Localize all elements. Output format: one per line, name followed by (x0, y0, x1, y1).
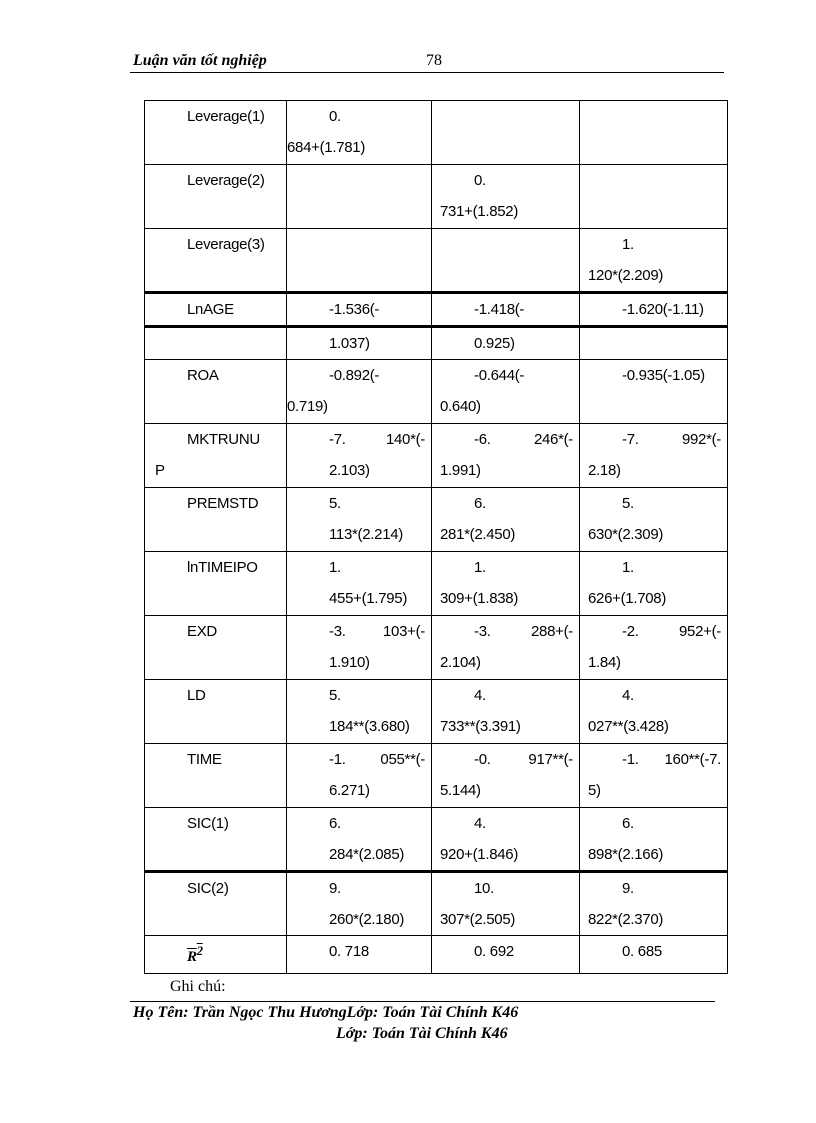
coef-line: 733**(3.391) (440, 718, 521, 735)
coef-cell (580, 744, 728, 808)
coef-line: 5) (588, 782, 601, 799)
regression-table (144, 100, 728, 974)
coef-line: -0.644(- (474, 367, 525, 384)
coef-cell (287, 488, 432, 552)
table-row (145, 552, 728, 616)
row-label-cell (145, 101, 287, 165)
coef-line: 898*(2.166) (588, 846, 664, 863)
coef-line: -1.418(- (474, 301, 525, 318)
coef-line: 1. (329, 559, 341, 576)
coef-cell (432, 552, 580, 616)
coef-line: 027**(3.428) (588, 718, 669, 735)
coef-line: 822*(2.370) (588, 911, 664, 928)
coef-line: 0.640) (440, 398, 481, 415)
coef-line: -0.892(- (329, 367, 380, 384)
coef-cell (287, 327, 432, 360)
coef-line: 684+(1.781) (287, 139, 366, 156)
row-label: Leverage(1) (187, 108, 265, 125)
table-row (145, 616, 728, 680)
row-label-cell (145, 808, 287, 872)
row-label: MKTRUNU (187, 431, 260, 448)
coef-cell (432, 101, 580, 165)
row-label: Leverage(2) (187, 172, 265, 189)
coef-cell (432, 616, 580, 680)
coef-line: -1. 160**(-7. (622, 751, 721, 768)
table-row (145, 360, 728, 424)
coef-line: 1.84) (588, 654, 621, 671)
coef-line: 455+(1.795) (329, 590, 408, 607)
coef-line: 2.18) (588, 462, 621, 479)
coef-line: 184**(3.680) (329, 718, 410, 735)
footer-author-line: Họ Tên: Trần Ngọc Thu HươngLớp: Toán Tài Chính K46 (133, 1004, 519, 1021)
coef-line: 6. (329, 815, 341, 832)
coef-line: -6. 246*(- (474, 431, 573, 448)
coef-cell (432, 936, 580, 974)
coef-line: 309+(1.838) (440, 590, 519, 607)
coef-cell (432, 293, 580, 327)
coef-line: -2. 952+(- (622, 623, 721, 640)
coef-line: 4. (474, 687, 486, 704)
row-label: Leverage(3) (187, 236, 265, 253)
coef-cell (432, 872, 580, 936)
coef-line: 0. (329, 108, 341, 125)
row-label-cell (145, 616, 287, 680)
coef-cell (432, 165, 580, 229)
coef-cell (287, 936, 432, 974)
coef-cell (432, 327, 580, 360)
coef-line: 113*(2.214) (329, 526, 403, 543)
row-label-cell (145, 488, 287, 552)
coef-line: 10. (474, 880, 494, 897)
row-label: PREMSTD (187, 495, 259, 512)
coef-line: 284*(2.085) (329, 846, 405, 863)
table-row (145, 424, 728, 488)
table-row (145, 293, 728, 327)
coef-cell (580, 552, 728, 616)
row-label-cell (145, 293, 287, 327)
coef-cell (432, 488, 580, 552)
coef-line: 9. (329, 880, 341, 897)
coef-cell (580, 808, 728, 872)
table-row (145, 744, 728, 808)
coef-cell (287, 872, 432, 936)
coef-line: 1.991) (440, 462, 481, 479)
row-label-continued: P (155, 462, 165, 479)
coef-line: 626+(1.708) (588, 590, 667, 607)
row-label: LnAGE (187, 301, 234, 318)
row-label-cell (145, 936, 287, 974)
coef-line: 1. (622, 559, 634, 576)
coef-cell (432, 229, 580, 293)
table-row (145, 808, 728, 872)
coef-line: -3. 288+(- (474, 623, 573, 640)
row-label: TIME (187, 751, 222, 768)
row-label: SIC(2) (187, 880, 229, 897)
coef-line: 5. (329, 495, 341, 512)
coef-line: 281*(2.450) (440, 526, 516, 543)
coef-cell (287, 101, 432, 165)
coef-line: 5.144) (440, 782, 481, 799)
coef-cell (580, 101, 728, 165)
coef-cell (432, 808, 580, 872)
row-label-cell (145, 424, 287, 488)
notes-label: Ghi chú: (170, 978, 226, 995)
coef-line: 0.925) (474, 335, 515, 352)
coef-line: 4. (622, 687, 634, 704)
coef-cell (432, 360, 580, 424)
table-row (145, 488, 728, 552)
coef-line: 2.103) (329, 462, 370, 479)
coef-cell (287, 552, 432, 616)
row-label: ROA (187, 367, 219, 384)
row-label: lnTIMEIPO (187, 559, 258, 576)
coef-line: 0. 692 (474, 943, 514, 960)
coef-cell (287, 616, 432, 680)
row-label-cell (145, 552, 287, 616)
row-label-cell (145, 327, 287, 360)
coef-cell (287, 808, 432, 872)
row-label-cell (145, 229, 287, 293)
coef-cell (287, 229, 432, 293)
coef-line: -7. 140*(- (329, 431, 425, 448)
coef-cell (580, 424, 728, 488)
coef-line: 0. 685 (622, 943, 662, 960)
row-label-cell (145, 360, 287, 424)
coef-line: 5. (329, 687, 341, 704)
coef-line: 5. (622, 495, 634, 512)
coef-cell (432, 424, 580, 488)
coef-line: 1.037) (329, 335, 370, 352)
coef-line: 1. (622, 236, 634, 253)
coef-line: -7. 992*(- (622, 431, 721, 448)
coef-line: 630*(2.309) (588, 526, 664, 543)
coef-cell (580, 680, 728, 744)
row-label-cell (145, 680, 287, 744)
footer-class-line: Lớp: Toán Tài Chính K46 (336, 1025, 508, 1042)
adjusted-r2-symbol: $R^2$ (187, 944, 203, 965)
header-title: Luận văn tốt nghiệp (133, 52, 267, 69)
coef-line: -1.536(- (329, 301, 380, 318)
table-row (145, 872, 728, 936)
coef-cell (580, 229, 728, 293)
coef-cell (580, 488, 728, 552)
row-label: SIC(1) (187, 815, 229, 832)
coef-line: 260*(2.180) (329, 911, 405, 928)
coef-cell (580, 360, 728, 424)
coef-line: 6. (622, 815, 634, 832)
footer-rule (130, 1001, 715, 1002)
coef-line: 0. (474, 172, 486, 189)
row-label: LD (187, 687, 206, 704)
coef-cell (287, 424, 432, 488)
page-number: 78 (426, 52, 442, 69)
row-label-cell (145, 165, 287, 229)
coef-cell (287, 165, 432, 229)
table-row (145, 101, 728, 165)
coef-cell (287, 680, 432, 744)
coef-line: 120*(2.209) (588, 267, 664, 284)
coef-cell (580, 293, 728, 327)
row-label: EXD (187, 623, 217, 640)
coef-cell (287, 360, 432, 424)
table-row (145, 936, 728, 974)
coef-line: -0. 917**(- (474, 751, 573, 768)
coef-cell (580, 872, 728, 936)
table-row (145, 680, 728, 744)
coef-line: 1.910) (329, 654, 370, 671)
coef-cell (580, 165, 728, 229)
coef-line: 4. (474, 815, 486, 832)
row-label-cell (145, 872, 287, 936)
coef-line: -1.620(-1.11) (622, 301, 704, 318)
coef-line: -0.935(-1.05) (622, 367, 705, 384)
coef-line: 6.271) (329, 782, 370, 799)
coef-line: 920+(1.846) (440, 846, 519, 863)
coef-line: 9. (622, 880, 634, 897)
table-row (145, 229, 728, 293)
coef-line: 307*(2.505) (440, 911, 516, 928)
coef-cell (580, 616, 728, 680)
table-row (145, 327, 728, 360)
coef-cell (580, 327, 728, 360)
coef-cell (432, 680, 580, 744)
header-rule (130, 72, 724, 73)
coef-line: 6. (474, 495, 486, 512)
coef-cell (287, 293, 432, 327)
coef-cell (432, 744, 580, 808)
coef-line: 0.719) (287, 398, 328, 415)
coef-line: 731+(1.852) (440, 203, 519, 220)
table-row (145, 165, 728, 229)
row-label-cell (145, 744, 287, 808)
coef-line: 0. 718 (329, 943, 369, 960)
coef-line: -1. 055**(- (329, 751, 425, 768)
coef-line: 2.104) (440, 654, 481, 671)
coef-cell (287, 744, 432, 808)
coef-cell (580, 936, 728, 974)
coef-line: -3. 103+(- (329, 623, 425, 640)
coef-line: 1. (474, 559, 486, 576)
